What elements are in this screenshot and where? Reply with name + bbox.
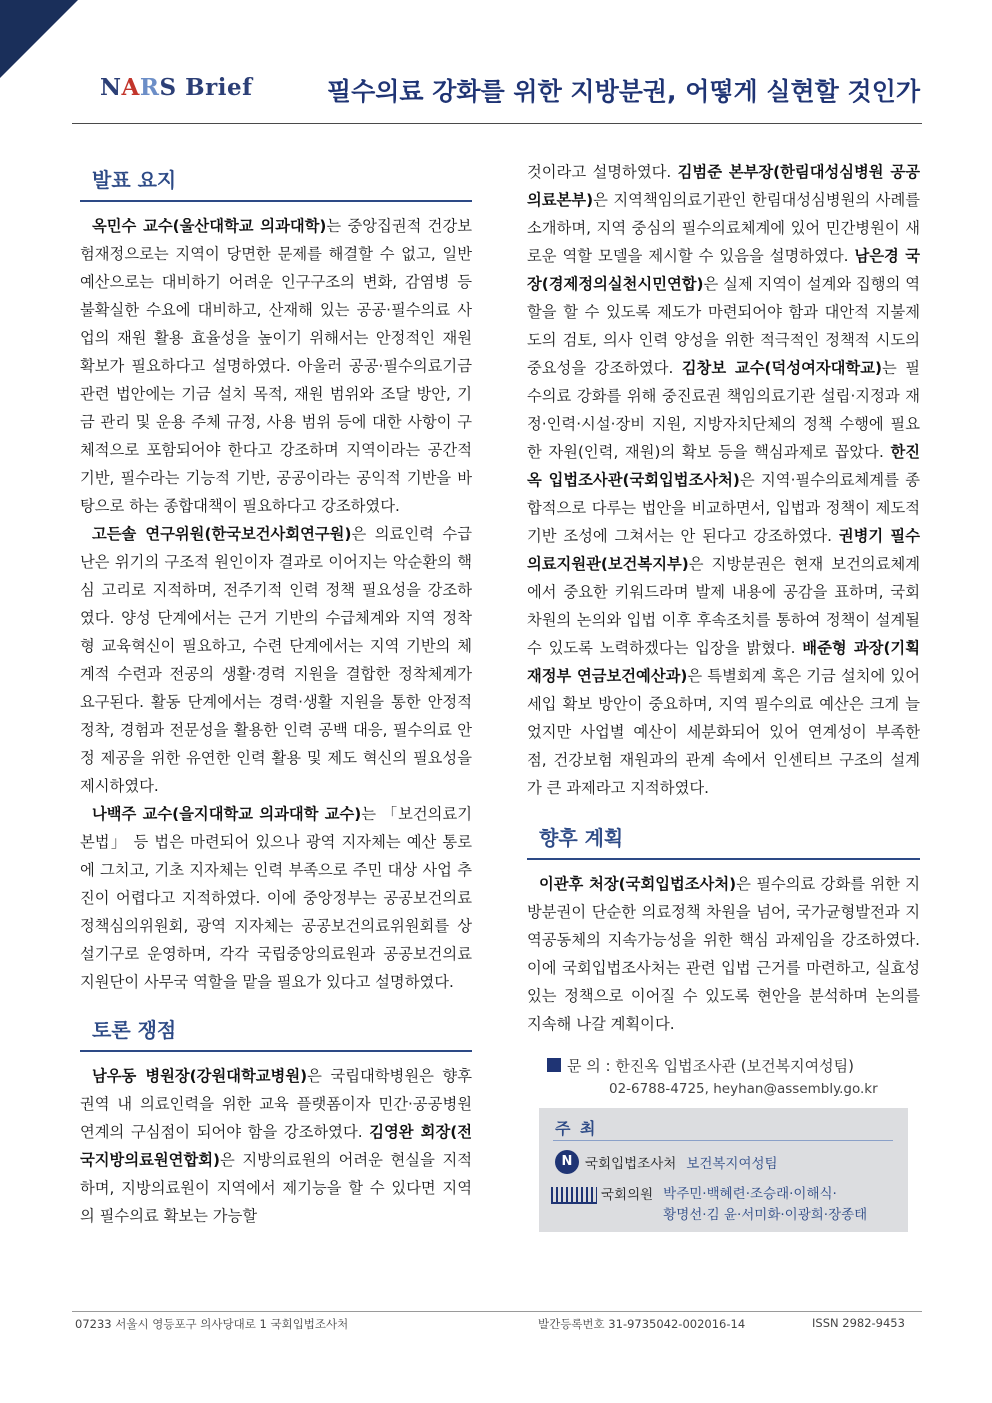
- host-team: 보건복지여성팀: [686, 1156, 778, 1172]
- contact-label: 문 의 : 한진옥 입법조사관 (보건복지여성팀): [567, 1057, 854, 1075]
- discussion-paragraph-continued: 것이라고 설명하였다. 김범준 본부장(한림대성심병원 공공의료본부)은 지역책임의료기관인 한림대성심병원의 사례를 소개하며, 지역 중심의 필수의료체계에 있어 민간병원이 새로운 역할 모델을 제시할 수 있음을 설명하였다. 남은경 국장(경제정의실천시민연합)은 실제 지역이 설계와 집행의 역할을 할 수 있도록 제도가 마련되어야 함과 대안적 지불제도의 검토, 의사 인력 양성을 위한 적극적인 정책적 시도의 중요성을 강조하였다. 김창보 교수(덕성여자대학교)는 필수의료 강화를 위해 중진료권 책임의료기관 설립·지정과 재정·인력·시설·장비 지원, 지방자치단체의 정책 수행에 필요한 자원(인력, 재원)의 확보 등을 핵심과제로 꼽았다. 한진옥 입법조사관(국회입법조사처)은 지역·필수의료체계를 종합적으로 다루는 법안을 비교하면서, 입법과 정책이 제도적 기반 조성에 그쳐서는 안 된다고 강조하였다. 권병기 필수의료지원관(보건복지부)은 지방분권은 현재 보건의료체계에서 중요한 키워드라며 발제 내용에 공감을 표하며, 국회 차원의 논의와 입법 이후 후속조치를 통하여 정책이 설계될 수 있도록 노력하겠다는 입장을 밝혔다. 배준형 과장(기획재정부 연금보건예산과)은 특별회계 혹은 기금 설치에 있어 세입 확보 방안이 중요하며, 지역 필수의료 예산은 크게 늘었지만 사업별 예산이 세분화되어 있어 연계성이 부족한 점, 건강보험 재원과의 관계 속에서 인센티브 구조의 설계가 큰 과제라고 지적하였다.: [527, 163, 920, 797]
- summary-paragraph: 옥민수 교수(울산대학교 의과대학)는 중앙집권적 건강보험재정으로는 지역이 당면한 문제를 해결할 수 없고, 일반 예산으로는 대비하기 어려운 인구구조의 변화, 감염병 등 불확실한 수요에 대비하고, 산재해 있는 공공·필수의료 사업의 재원 활용 효율성을 높이기 위해서는 안정적인 재원 확보가 필요하다고 설명하였다. 아울러 공공·필수의료기금 관련 법안에는 기금 설치 목적, 재원 범위와 조달 방안, 기금 관리 및 운용 주체 규정, 사용 범위 등에 대한 사항이 구체적으로 포함되어야 한다고 강조하며 지역이라는 공간적 기반, 필수라는 기능적 기반, 공공이라는 공익적 기반을 바탕으로 하는 종합대책이 필요하다고 강조하였다.: [80, 217, 473, 515]
- assembly-members: 박주민·백혜련·조승래·이해식· 황명선·김 윤·서미화·이광희·장종태: [663, 1186, 868, 1223]
- speaker-name: 나백주 교수(을지대학교 의과대학 교수): [92, 805, 362, 823]
- nars-brief-logo: NARS Brief: [100, 74, 253, 101]
- speaker-name: 김범준 본부장(한림대성심병원 공공의료본부): [527, 163, 920, 209]
- page-title: 필수의료 강화를 위한 지방분권, 어떻게 실현할 것인가: [326, 77, 920, 106]
- right-column: [527, 158, 920, 1232]
- host-org: 국회의원: [601, 1187, 654, 1203]
- speaker-name: 배준형 과장(기획재정부 연금보건예산과): [527, 639, 920, 685]
- assembly-building-icon: [551, 1184, 597, 1206]
- section-heading-discussion: 토론 쟁점: [80, 1008, 472, 1052]
- nars-emblem-icon: N: [555, 1150, 579, 1174]
- summary-paragraph: 나백주 교수(을지대학교 의과대학 교수)는 「보건의료기본법」 등 법은 마련되어 있으나 광역 지자체는 예산 통로에 그치고, 기초 지자체는 인력 부족으로 주민 대상 사업 추진이 어렵다고 지적하였다. 이에 중앙정부는 공공보건의료정책심의위원회, 광역 지자체는 공공보건의료위원회를 상설기구로 운영하며, 각각 국립중앙의료원과 공공보건의료지원단이 사무국 역할을 맡을 필요가 있다고 설명하였다.: [80, 805, 472, 991]
- contact-details: 02-6788-4725, heyhan@assembly.go.kr: [609, 1081, 878, 1097]
- summary-paragraph: 고든솔 연구위원(한국보건사회연구원)은 의료인력 수급난은 위기의 구조적 원인이자 결과로 이어지는 악순환의 핵심 고리로 지적하며, 전주기적 인력 정책 필요성을 강조하였다. 양성 단계에서는 근거 기반의 수급체계와 지역 정착형 교육혁신이 필요하고, 수련 단계에서는 지역 기반의 체계적 수련과 전공의 생활·경력 지원을 결합한 정착체계가 요구된다. 활동 단계에서는 경력·생활 지원을 통한 안정적 정착, 경험과 전문성을 활용한 인력 공백 대응, 필수의료 안정 제공을 위한 유연한 인력 활용 및 제도 혁신의 필요성을 제시하였다.: [80, 525, 472, 795]
- speaker-name: 이관후 처장(국회입법조사처): [539, 875, 737, 893]
- plan-paragraph: 이관후 처장(국회입법조사처)은 필수의료 강화를 위한 지방분권이 단순한 의료정책 차원을 넘어, 국가균형발전과 지역공동체의 지속가능성을 위한 핵심 과제임을 강조하였다. 이에 국회입법조사처는 관련 입법 근거를 마련하고, 실효성 있는 정책으로 이어질 수 있도록 현안을 분석하며 논의를 지속해 나갈 계획이다.: [527, 875, 920, 1033]
- corner-decoration: [0, 0, 78, 78]
- speaker-name: 김창보 교수(덕성여자대학교): [681, 359, 882, 377]
- footer-issn: ISSN 2982-9453: [812, 1316, 905, 1330]
- speaker-name: 한진옥 입법조사관(국회입법조사처): [527, 443, 920, 489]
- host-divider: [553, 1140, 893, 1141]
- left-column: [80, 158, 472, 1230]
- contact-info: [527, 1054, 920, 1100]
- footer-address: 07233 서울시 영등포구 의사당대로 1 국회입법조사처: [75, 1317, 349, 1331]
- speaker-name: 남은경 국장(경제정의실천시민연합): [527, 247, 920, 293]
- section-heading-summary: 발표 요지: [80, 158, 472, 202]
- contact-square-icon: [547, 1058, 561, 1072]
- footer-registration: 발간등록번호 31-9735042-002016-14: [538, 1317, 746, 1331]
- speaker-name: 권병기 필수의료지원관(보건복지부): [527, 527, 920, 573]
- host-box: [539, 1108, 908, 1232]
- section-heading-plan: 향후 계획: [527, 816, 920, 860]
- speaker-name: 남우동 병원장(강원대학교병원): [92, 1067, 308, 1085]
- speaker-name: 고든솔 연구위원(한국보건사회연구원): [92, 525, 352, 543]
- host-assembly-row: [551, 1184, 867, 1226]
- page-header: [100, 72, 920, 112]
- footer-divider: [72, 1311, 922, 1312]
- host-organization-row: [555, 1148, 778, 1176]
- discussion-paragraph: 남우동 병원장(강원대학교병원)은 국립대학병원은 향후 권역 내 의료인력을 위한 교육 플랫폼이자 민간·공공병원 연계의 구심점이 되어야 함을 강조하였다. 김영완 회장(전국지방의료원연합회)은 지방의료원의 어려운 현실을 지적하며, 지방의료원이 지역에서 제기능을 할 수 있다면 지역의 필수의료 확보는 가능할: [80, 1067, 472, 1225]
- speaker-name: 김영완 회장(전국지방의료원연합회): [80, 1123, 472, 1169]
- host-label: 주 최: [555, 1119, 598, 1138]
- speaker-name: 옥민수 교수(울산대학교 의과대학): [92, 217, 327, 235]
- host-org: 국회입법조사처: [585, 1156, 677, 1172]
- header-divider: [72, 123, 922, 124]
